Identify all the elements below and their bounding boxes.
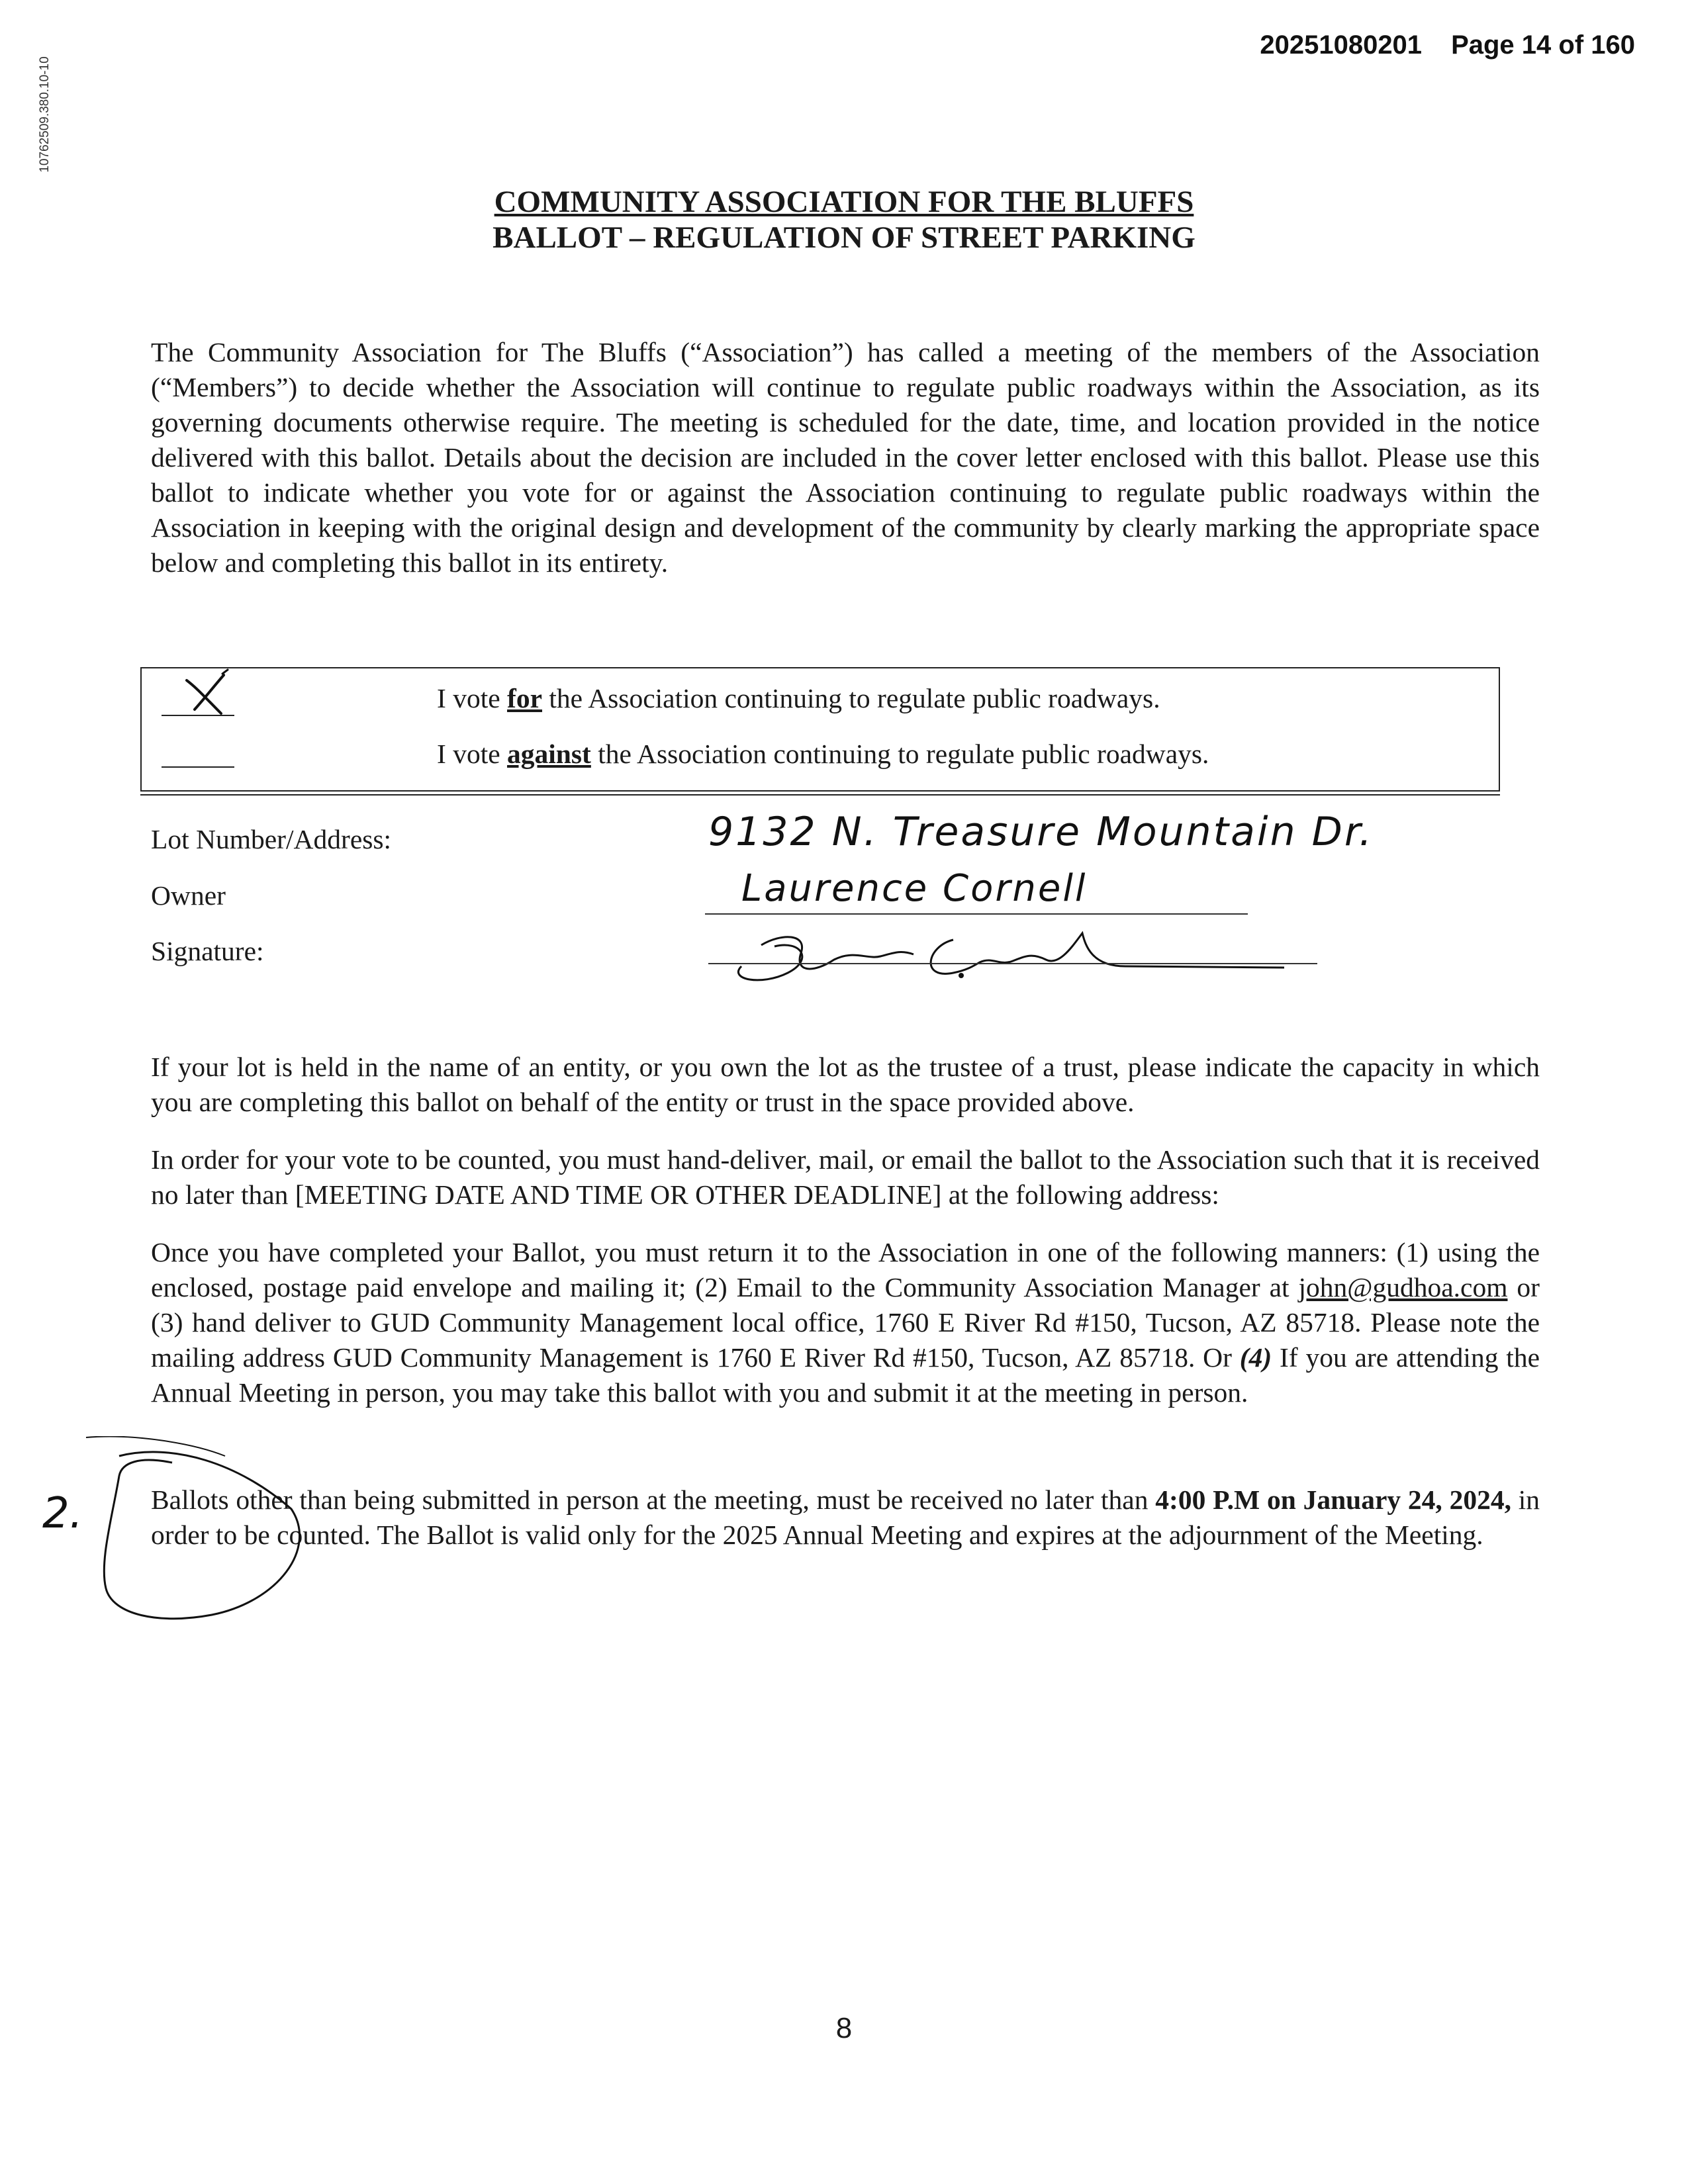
side-stamp-text: 10762509.380.10-10 [38, 56, 52, 173]
vote-box [140, 667, 1500, 792]
page-title [0, 184, 1688, 255]
margin-note: 2. [42, 1489, 83, 1538]
vote-box-underline [140, 794, 1500, 796]
page-number: 8 [835, 2012, 853, 2044]
owner-label: Owner [151, 880, 226, 911]
document-number: 20251080201 [1260, 30, 1423, 60]
signature-label: Signature: [151, 936, 264, 966]
final-paragraph: Ballots other than being submitted in person at the meeting, must be received no later than 4:00 P.M on January 24, 2024, in order to be counted. The Ballot is valid only for the 2025 Annual Meeting and expires at the adjournment of the Meeting. [151, 1484, 1540, 1550]
title-line-2: BALLOT – REGULATION OF STREET PARKING [492, 220, 1196, 255]
deadline-paragraph: In order for your vote to be counted, you must hand-deliver, mail, or email the ballot to the Association such that it is received no later than [MEETING DATE AND TIME OR OTHER DEADLINE] at the following address: [151, 1144, 1540, 1210]
owner-value[interactable]: Laurence Cornell [741, 867, 1088, 910]
entity-paragraph: If your lot is held in the name of an entity, or you own the lot as the trustee of a trust, please indicate the capacity in which you are completing this ballot on behalf of the entity or trust in the space provided above. [151, 1052, 1540, 1117]
page-counter: Page 14 of 160 [1451, 30, 1635, 60]
vote-against-blank[interactable] [162, 766, 234, 768]
lot-address-value[interactable]: 9132 N. Treasure Mountain Dr. [708, 809, 1374, 855]
x-mark-icon [181, 666, 234, 719]
vote-option-for: I vote for the Association continuing to regulate public roadways. [437, 683, 1160, 713]
title-line-1: COMMUNITY ASSOCIATION FOR THE BLUFFS [494, 185, 1194, 219]
signature-image [702, 920, 1324, 993]
lot-address-label: Lot Number/Address: [151, 824, 392, 854]
intro-paragraph: The Community Association for The Bluffs (“Association”) has called a meeting of the members of the Association (“Members”) to decide whether the Association will continue to regulate public roadways within the Association, as its governing documents otherwise require. The meeting is scheduled for the date, time, and location provided in the notice delivered with this ballot. Details about the decision are included in the cover letter enclosed with this ballot. Please use this ballot to indicate whether you vote for or against the Association continuing to regulate public roadways within the Association in keeping with the original design and development of the community by clearly marking the appropriate space below and completing this ballot in its entirety. [151, 337, 1540, 578]
email-link[interactable]: john@gudhoa.com [1298, 1272, 1508, 1302]
return-paragraph: Once you have completed your Ballot, you must return it to the Association in one of the following manners: (1) using the enclosed, postage paid envelope and mailing it; (2) Email to the Community Association Manager at john@gudhoa.com or (3) hand deliver to GUD Community Management local office, 1760 E River Rd #150, Tucson, AZ 85718. Please note the mailing address GUD Community Management is 1760 E River Rd #150, Tucson, AZ 85718. Or (4) If you are attending the Annual Meeting in person, you may take this ballot with you and submit it at the meeting in person. [151, 1237, 1540, 1408]
page-header [1260, 30, 1635, 60]
vote-option-against: I vote against the Association continuing to regulate public roadways. [437, 739, 1209, 769]
owner-line [705, 913, 1248, 915]
side-stamp [38, 28, 52, 200]
